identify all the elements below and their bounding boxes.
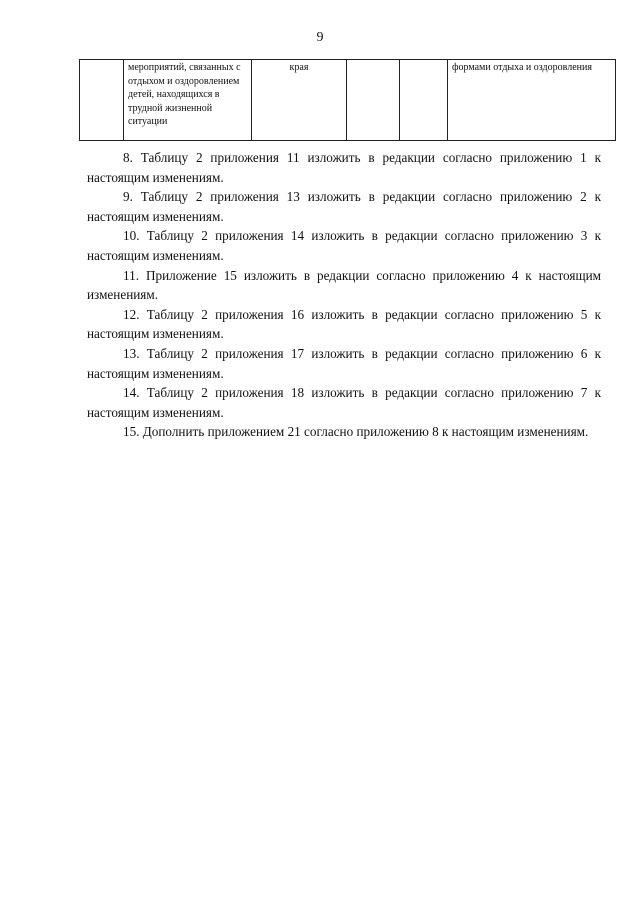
paragraph-10: 10. Таблицу 2 приложения 14 изложить в редакции согласно приложению 3 к настоящим изменениям.: [87, 228, 601, 263]
paragraph-9: 9. Таблицу 2 приложения 13 изложить в редакции согласно приложению 2 к настоящим изменениям.: [87, 189, 601, 224]
table-cell-empty-1: [347, 60, 400, 141]
table-row: [80, 60, 616, 141]
paragraph-8: 8. Таблицу 2 приложения 11 изложить в редакции согласно приложению 1 к настоящим изменениям.: [87, 150, 601, 185]
page-number: 9: [316, 30, 324, 45]
paragraph-14: 14. Таблицу 2 приложения 18 изложить в редакции согласно приложению 7 к настоящим изменениям.: [87, 385, 601, 420]
paragraph-13: 13. Таблицу 2 приложения 17 изложить в редакции согласно приложению 6 к настоящим изменениям.: [87, 345, 601, 381]
continued-table: [79, 59, 616, 141]
table-cell-region: края: [252, 60, 347, 141]
paragraph-12: 12. Таблицу 2 приложения 16 изложить в редакции согласно приложению 5 к настоящим изменениям.: [87, 306, 601, 342]
amendments-list: [87, 148, 601, 442]
table-cell-event: мероприятий, связанных с отдыхом и оздоровлением детей, находящихся в трудной жизненной ситуации: [124, 60, 252, 141]
table-cell-result: формами отдыха и оздоровления: [448, 60, 616, 141]
paragraph-15: 15. Дополнить приложением 21 согласно приложению 8 к настоящим изменениям.: [123, 424, 589, 440]
paragraph-11: 11. Приложение 15 изложить в редакции согласно приложению 4 к настоящим изменениям.: [87, 267, 601, 303]
table-cell-empty-2: [400, 60, 448, 141]
table-cell-number: [80, 60, 124, 141]
